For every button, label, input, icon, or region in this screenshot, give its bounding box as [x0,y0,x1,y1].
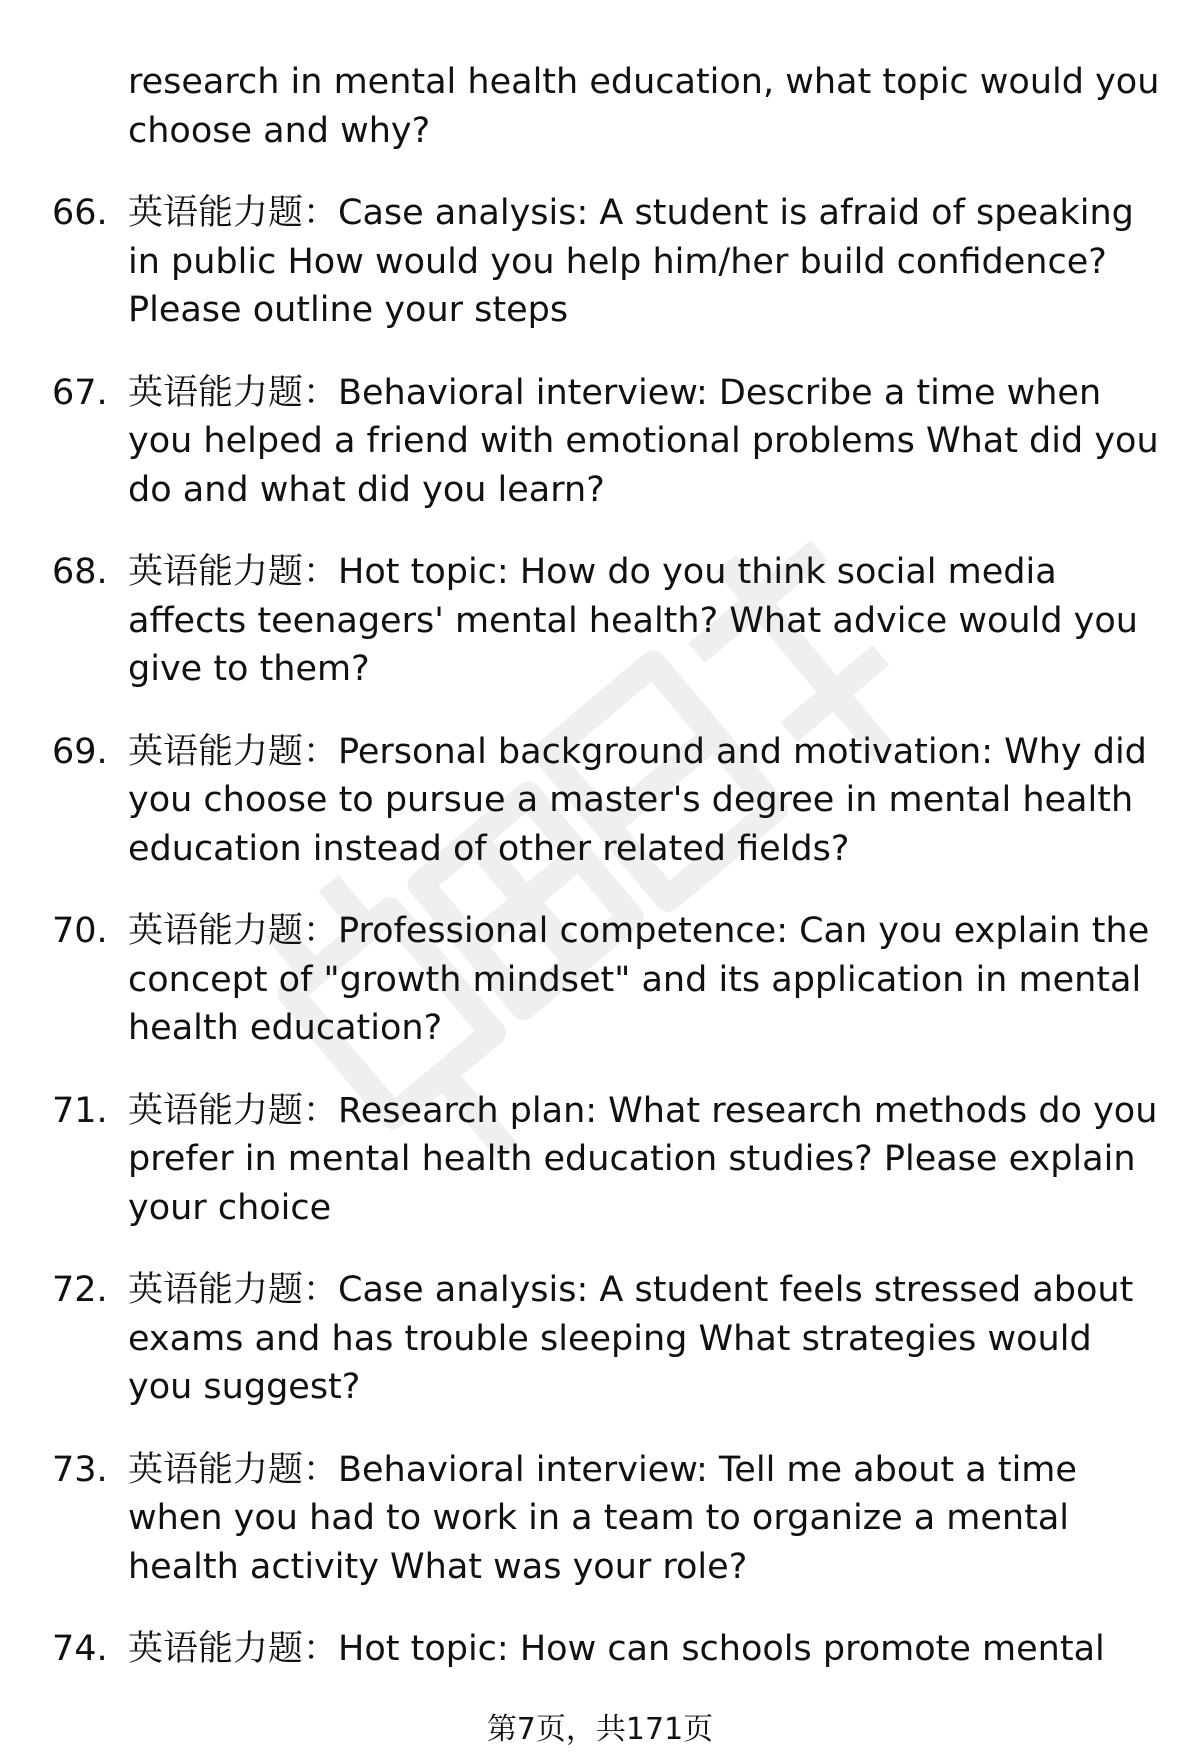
item-text: Research plan: What research methods do you prefer in mental health education studies? Please explain your choice [128,1090,1158,1228]
list-item [0,1446,1200,1592]
item-number: 67. [52,372,108,413]
item-text: Behavioral interview: Tell me about a time when you had to work in a team to organize a mental health activity What was your role? [128,1449,1077,1587]
item-number: 69. [52,731,108,772]
page-footer: 第7页，共171页 [486,1712,714,1747]
item-text: Case analysis: A student is afraid of speaking in public How would you help him/her build confidence? Please outline your steps [128,193,1134,330]
item-number: 71. [52,1090,108,1131]
item-text: Personal background and motivation: Why did you choose to pursue a master's degree in mental health education instead of other related fields? [128,731,1147,869]
list-item [0,548,1200,694]
item-label: 英语能力题： [128,552,339,592]
item-label: 英语能力题： [128,1629,339,1669]
item-number: 72. [52,1270,108,1310]
item-number: 73. [52,1449,108,1490]
list-item [0,907,1200,1053]
item-label: 英语能力题： [128,1270,339,1310]
list-item [0,189,1200,335]
list-item [0,1625,1200,1674]
item-number: 66. [52,193,108,233]
list-item [0,1087,1200,1233]
item-text: Hot topic: How can schools promote mental [338,1629,1105,1669]
list-item [0,1266,1200,1412]
item-number: 68. [52,552,108,592]
item-text: Behavioral interview: Describe a time when you helped a friend with emotional problems What did you do and what did you learn? [128,372,1159,510]
item-text: Professional competence: Can you explain the concept of "growth mindset" and its application in mental health education? [128,911,1150,1048]
item-number: 74. [52,1629,108,1669]
item-number: 70. [52,911,108,951]
item-label: 英语能力题： [128,731,339,772]
list-item [0,369,1200,515]
item-label: 英语能力题： [128,193,339,233]
question-list [0,58,1200,1708]
item-text: Case analysis: A student feels stressed about exams and has trouble sleeping What strategies would you suggest? [128,1270,1134,1407]
continued-text: research in mental health education, what topic would you choose and why? [128,62,1160,151]
item-text: Hot topic: How do you think social media affects teenagers' mental health? What advice would you give to them? [128,552,1138,689]
list-item [0,728,1200,874]
item-label: 英语能力题： [128,1090,339,1131]
item-label: 英语能力题： [128,372,339,413]
item-label: 英语能力题： [128,1449,339,1490]
item-label: 英语能力题： [128,911,339,951]
